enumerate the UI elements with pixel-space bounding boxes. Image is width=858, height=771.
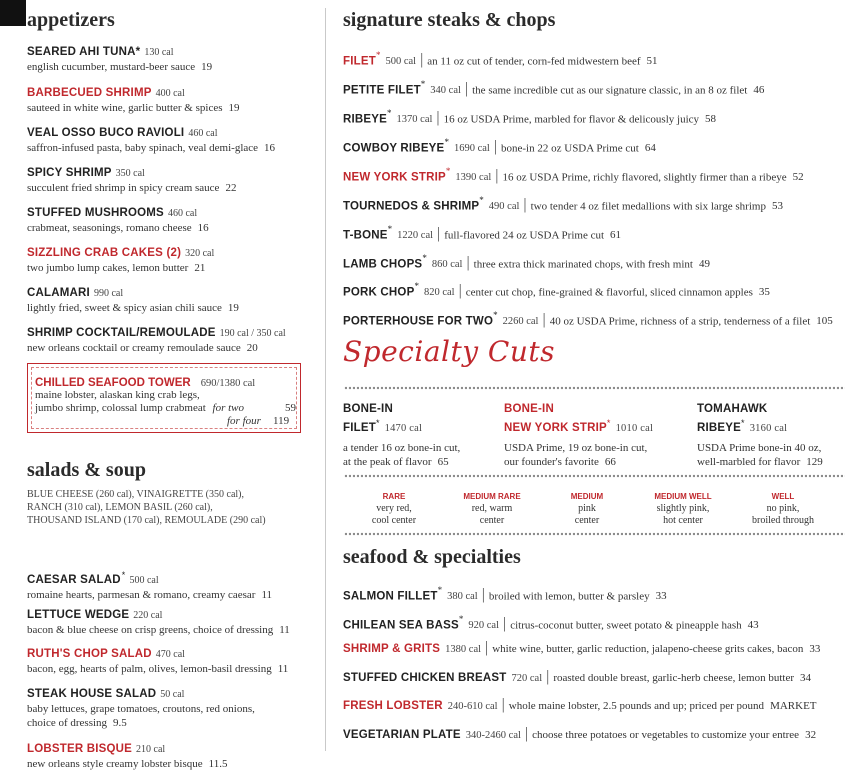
steak-cal: 820 cal xyxy=(423,287,455,299)
appetizer-desc-text: new orleans cocktail or creamy remoulade sauce xyxy=(27,342,241,354)
steak-separator: | xyxy=(458,282,462,300)
steak-desc: center cut chop, fine-grained & flavorful, sliced cinnamon apples xyxy=(465,286,753,299)
dressing-line3: THOUSAND ISLAND (170 cal), REMOULADE (290 cal) xyxy=(27,515,266,526)
appetizer-price: 20 xyxy=(246,342,258,354)
seafood-name: STUFFED CHICKEN BREAST xyxy=(343,672,507,684)
cut-price: 66 xyxy=(604,455,616,468)
appetizer-price: 16 xyxy=(197,222,209,234)
steak-cal: 500 cal xyxy=(385,56,417,68)
steak-name: T-BONE xyxy=(343,229,388,242)
steak-separator: | xyxy=(495,167,499,185)
salads-section xyxy=(27,458,307,770)
steak-desc: three extra thick marinated chops, with fresh mint xyxy=(473,258,693,271)
seafood-cal: 720 cal xyxy=(511,673,543,684)
steak-cal: 1690 cal xyxy=(453,143,490,155)
steak-item xyxy=(343,48,658,69)
salad-price: 11 xyxy=(277,663,289,675)
salad-price: 11.5 xyxy=(208,758,228,770)
appetizer-cal: 990 cal xyxy=(93,288,124,299)
specialty-top-border xyxy=(343,385,845,391)
steak-star: * xyxy=(414,281,419,291)
seafood-name: VEGETARIAN PLATE xyxy=(343,729,461,741)
seafood-cal: 240-610 cal xyxy=(447,701,498,712)
steak-star: * xyxy=(422,253,427,263)
salad-cal: 50 cal xyxy=(160,689,185,700)
salad-item xyxy=(27,687,255,730)
appetizers-title: appetizers xyxy=(27,9,115,31)
seafood-separator: | xyxy=(481,586,485,604)
salad-name-text: CAESAR SALAD xyxy=(27,573,121,586)
temp-desc-line1: slightly pink, xyxy=(656,503,710,514)
salad-price: 9.5 xyxy=(113,717,127,729)
cut-desc-line2 xyxy=(504,455,653,469)
seafood-separator: | xyxy=(546,668,550,685)
salad-name xyxy=(27,687,255,702)
cut-star: * xyxy=(606,418,611,428)
appetizer-desc-text: english cucumber, mustard-beer sauce xyxy=(27,61,196,73)
appetizer-item xyxy=(27,166,236,195)
steak-name: PETITE FILET xyxy=(343,84,421,97)
appetizer-name-text: CALAMARI xyxy=(27,287,90,299)
salad-price: 11 xyxy=(261,588,273,601)
tower-for-two: for two xyxy=(212,402,245,414)
steak-desc: bone-in 22 oz USDA Prime cut xyxy=(501,142,639,155)
tower-name: CHILLED SEAFOOD TOWER xyxy=(35,377,191,389)
steak-separator: | xyxy=(464,80,469,98)
appetizer-desc-text: succulent fried shrimp in spicy cream sauce xyxy=(27,182,220,194)
appetizer-name-text: VEAL OSSO BUCO RAVIOLI xyxy=(27,127,185,139)
steak-cal: 1390 cal xyxy=(455,172,492,184)
seafood-desc: white wine, butter, garlic reduction, jalapeno-cheese grits cakes, bacon xyxy=(492,643,804,655)
appetizer-item xyxy=(27,286,239,315)
steak-price: 64 xyxy=(644,142,656,155)
appetizer-name xyxy=(27,246,214,261)
seafood-price: 32 xyxy=(805,729,817,741)
specialty-cut xyxy=(504,402,653,469)
appetizer-price: 19 xyxy=(227,302,239,314)
seafood-separator: | xyxy=(485,639,489,656)
tower-desc-line2: jumbo shrimp, colossal lump crabmeat xyxy=(35,402,206,414)
salad-desc xyxy=(27,588,272,602)
cut-desc2-text: at the peak of flavor xyxy=(343,455,432,468)
seafood-price: 34 xyxy=(800,672,812,684)
appetizer-cal: 400 cal xyxy=(155,88,185,99)
steak-item xyxy=(343,308,833,329)
steak-separator: | xyxy=(466,254,470,272)
salads-title: salads & soup xyxy=(27,459,146,481)
steak-cal: 340 cal xyxy=(430,85,461,97)
salad-desc-line2 xyxy=(27,716,255,730)
temp-item xyxy=(542,491,632,527)
steak-desc: 40 oz USDA Prime, richness of a strip, tenderness of a filet xyxy=(549,315,811,328)
temp-name: WELL xyxy=(771,492,795,501)
appetizer-price: 19 xyxy=(228,102,240,114)
seafood-name: FRESH LOBSTER xyxy=(343,700,443,712)
seafood-cal: 1380 cal xyxy=(445,644,482,655)
steak-star: * xyxy=(375,50,381,60)
steak-separator: | xyxy=(542,311,546,329)
steak-item xyxy=(343,222,621,243)
appetizer-cal: 460 cal xyxy=(167,208,198,219)
steak-price: 61 xyxy=(610,229,622,242)
seafood-desc: whole maine lobster, 2.5 pounds and up; priced per pound xyxy=(508,700,765,712)
steak-item xyxy=(343,193,783,214)
cut-desc2-text: our founder's favorite xyxy=(504,455,599,468)
appetizer-price: 16 xyxy=(264,142,276,154)
dressing-line1: BLUE CHEESE (260 cal), VINAIGRETTE (350 cal), xyxy=(27,489,244,500)
steak-star: * xyxy=(387,108,392,118)
steak-star: * xyxy=(387,224,393,234)
temp-item xyxy=(738,491,828,527)
temp-desc-line1: pink xyxy=(578,503,596,514)
dressing-list xyxy=(27,488,307,527)
cut-desc-line1: a tender 16 oz bone-in cut, xyxy=(343,441,461,454)
seafood-price: MARKET xyxy=(770,700,817,712)
seafood-name: CHILEAN SEA BASS xyxy=(343,619,459,632)
seafood-cal: 340-2460 cal xyxy=(465,730,521,741)
steak-price: 53 xyxy=(771,200,783,213)
appetizer-name xyxy=(27,286,239,301)
steak-desc: an 11 oz cut of tender, corn-fed midwestern beef xyxy=(427,55,641,68)
temp-desc-line2: center xyxy=(574,515,600,526)
salad-desc-text: bacon, egg, hearts of palm, olives, lemon-basil dressing xyxy=(27,663,272,675)
steak-desc: 16 oz USDA Prime, marbled for flavor & delicously juicy xyxy=(443,113,700,126)
appetizer-desc xyxy=(27,60,212,74)
steak-price: 105 xyxy=(816,315,833,328)
cut-desc-line2 xyxy=(697,455,823,469)
steak-desc: 16 oz USDA Prime, richly flavored, slightly firmer than a ribeye xyxy=(502,171,787,184)
seafood-price: 33 xyxy=(655,590,667,603)
seafood-desc: citrus-coconut butter, sweet potato & pineapple hash xyxy=(510,619,742,632)
salad-name-text: LOBSTER BISQUE xyxy=(27,743,133,755)
steak-separator: | xyxy=(523,196,527,214)
cut-name-text: FILET xyxy=(343,421,376,434)
appetizer-desc xyxy=(27,261,214,275)
appetizer-desc xyxy=(27,101,240,115)
cut-price: 129 xyxy=(806,455,823,468)
column-divider xyxy=(325,8,326,751)
temp-name: MEDIUM WELL xyxy=(654,492,712,501)
tower-desc xyxy=(35,389,296,427)
specialty-cuts-title: Specialty Cuts xyxy=(343,335,556,368)
appetizer-name xyxy=(27,166,236,181)
steak-item xyxy=(343,135,656,156)
tower-desc-line1: maine lobster, alaskan king crab legs, xyxy=(35,389,200,401)
specialty-cut xyxy=(697,402,823,469)
salad-item xyxy=(27,742,227,771)
steak-name: RIBEYE xyxy=(343,113,388,126)
cut-name-line2 xyxy=(343,416,460,436)
seafood-cal: 920 cal xyxy=(468,620,499,632)
steak-cal: 860 cal xyxy=(431,259,463,271)
salad-price: 11 xyxy=(279,624,290,636)
cut-desc-line2 xyxy=(343,455,460,469)
steak-item xyxy=(343,279,770,300)
appetizer-cal: 190 cal / 350 cal xyxy=(219,328,286,339)
cut-price: 65 xyxy=(437,455,449,468)
salad-desc-text: romaine hearts, parmesan & romano, creamy caesar xyxy=(27,588,256,601)
steak-price: 35 xyxy=(758,286,770,299)
appetizer-desc-text: lightly fried, sweet & spicy asian chili sauce xyxy=(27,302,222,314)
salad-desc-text: new orleans style creamy lobster bisque xyxy=(27,758,203,770)
salad-name-text: STEAK HOUSE SALAD xyxy=(27,688,157,700)
cut-star: * xyxy=(741,418,745,428)
steak-star: * xyxy=(493,310,498,320)
appetizer-name xyxy=(27,326,286,341)
seafood-item xyxy=(343,669,811,686)
steak-star: * xyxy=(445,166,451,176)
cut-name-line1: BONE-IN xyxy=(504,403,554,415)
salad-cal: 220 cal xyxy=(133,610,163,621)
temp-desc-line2: broiled through xyxy=(752,515,814,526)
appetizer-item xyxy=(27,206,209,235)
appetizer-item xyxy=(27,326,286,355)
seafood-desc: choose three potatoes or vegetables to customize your entree xyxy=(532,729,800,741)
seafood-separator: | xyxy=(524,725,529,742)
steak-cal: 1220 cal xyxy=(397,230,434,242)
appetizer-item xyxy=(27,45,212,74)
steak-item xyxy=(343,77,764,98)
cut-name-line2 xyxy=(504,416,653,436)
temp-desc-line1: red, warm xyxy=(471,503,513,514)
steak-name: NEW YORK STRIP xyxy=(343,171,446,184)
steaks-title: signature steaks & chops xyxy=(343,9,556,31)
appetizer-desc xyxy=(27,301,239,315)
salad-desc-text: bacon & blue cheese on crisp greens, choice of dressing xyxy=(27,624,274,636)
appetizer-name xyxy=(27,206,209,221)
dressing-line2: RANCH (310 cal), LEMON BASIL (260 cal), xyxy=(27,502,213,513)
temp-desc-line2: cool center xyxy=(371,515,417,526)
temp-name: MEDIUM RARE xyxy=(463,492,521,501)
salad-desc xyxy=(27,662,288,676)
salad-name xyxy=(27,647,288,662)
temp-desc-line2: center xyxy=(479,515,505,526)
steak-item xyxy=(343,251,710,272)
temp-item xyxy=(638,491,728,527)
cut-star: * xyxy=(375,418,380,428)
specialty-mid-border xyxy=(343,473,845,479)
steak-separator: | xyxy=(436,109,440,127)
steak-desc: full-flavored 24 oz USDA Prime cut xyxy=(444,229,605,242)
appetizer-item xyxy=(27,126,275,155)
seafood-star: * xyxy=(437,585,443,595)
tower-cal: 690/1380 cal xyxy=(200,378,256,389)
appetizer-price: 21 xyxy=(194,262,206,274)
salad-cal: 500 cal xyxy=(129,574,159,586)
steak-item xyxy=(343,164,804,185)
appetizer-cal: 320 cal xyxy=(185,248,215,259)
seafood-desc: roasted double breast, garlic-herb cheese, lemon butter xyxy=(553,672,795,684)
steak-price: 51 xyxy=(646,55,658,68)
steak-name: FILET xyxy=(343,55,376,68)
salad-item xyxy=(27,647,288,676)
steak-separator: | xyxy=(437,225,441,243)
tower-desc-line2-row xyxy=(35,402,296,415)
appetizer-name xyxy=(27,86,240,101)
steak-name: PORTERHOUSE FOR TWO xyxy=(343,315,494,328)
appetizer-name-text: SHRIMP COCKTAIL/REMOULADE xyxy=(27,327,216,339)
seafood-price: 33 xyxy=(809,643,821,655)
seafood-name: SALMON FILLET xyxy=(343,590,438,603)
salad-desc xyxy=(27,702,255,716)
seafood-separator: | xyxy=(503,615,507,633)
appetizer-desc-text: crabmeat, seasonings, romano cheese xyxy=(27,222,192,234)
appetizer-desc-text: saffron-infused pasta, baby spinach, veal demi-glace xyxy=(27,142,259,154)
salad-cal: 210 cal xyxy=(136,744,166,755)
appetizer-desc xyxy=(27,221,209,235)
appetizer-desc-text: sauteed in white wine, garlic butter & spices xyxy=(27,102,223,114)
steak-cal: 2260 cal xyxy=(502,316,539,328)
appetizer-name-text: SEARED AHI TUNA* xyxy=(27,46,141,58)
steak-name: PORK CHOP xyxy=(343,286,415,299)
seafood-item xyxy=(343,697,817,714)
salad-star: * xyxy=(121,570,126,580)
temp-desc-line1: very red, xyxy=(376,503,412,514)
steak-name: COWBOY RIBEYE xyxy=(343,142,445,155)
steak-cal: 1370 cal xyxy=(396,114,433,126)
tower-price-two: 59 xyxy=(285,402,296,414)
appetizer-desc xyxy=(27,341,286,355)
steak-separator: | xyxy=(420,51,424,69)
salad-name-text: LETTUCE WEDGE xyxy=(27,609,130,621)
seafood-price: 43 xyxy=(747,619,759,632)
tower-price-four: 119 xyxy=(273,415,290,427)
salad-desc-text: baby lettuces, grape tomatoes, croutons, red onions, xyxy=(27,703,255,715)
specialty-cut xyxy=(343,402,460,469)
seafood-cal: 380 cal xyxy=(447,591,478,603)
cut-name-line1: BONE-IN xyxy=(343,403,393,415)
cut-name-text: RIBEYE xyxy=(697,421,742,434)
salad-name xyxy=(27,568,272,588)
salad-desc2-text: choice of dressing xyxy=(27,717,108,729)
salad-item xyxy=(27,568,272,602)
appetizer-name-text: BARBECUED SHRIMP xyxy=(27,87,152,99)
seafood-star: * xyxy=(458,614,464,624)
steak-separator: | xyxy=(493,138,498,156)
cut-name-text: NEW YORK STRIP xyxy=(504,421,607,434)
appetizer-cal: 350 cal xyxy=(115,168,145,179)
steak-price: 46 xyxy=(753,84,765,97)
cut-cal: 1470 cal xyxy=(384,422,423,434)
salad-name xyxy=(27,742,227,757)
salad-cal: 470 cal xyxy=(155,649,185,660)
appetizer-cal: 460 cal xyxy=(188,128,218,139)
cut-cal: 3160 cal xyxy=(749,422,788,434)
seafood-title: seafood & specialties xyxy=(343,546,521,568)
corner-mark xyxy=(0,0,26,26)
specialty-bottom-border xyxy=(343,531,845,537)
tower-for-four: for four xyxy=(227,415,261,427)
appetizer-name xyxy=(27,126,275,141)
cut-name-line1: TOMAHAWK xyxy=(697,403,768,415)
cut-cal: 1010 cal xyxy=(615,422,654,434)
steak-star: * xyxy=(420,79,426,89)
temp-item xyxy=(447,491,537,527)
steak-star: * xyxy=(444,137,449,147)
steak-star: * xyxy=(479,195,484,205)
seafood-item xyxy=(343,640,820,657)
seafood-item xyxy=(343,612,759,633)
steak-price: 58 xyxy=(705,113,717,126)
seafood-tower-box xyxy=(27,363,301,433)
cut-desc-line1: USDA Prime bone-in 40 oz, xyxy=(697,441,822,454)
seafood-separator: | xyxy=(501,696,505,713)
appetizer-desc xyxy=(27,141,275,155)
salad-name-text: RUTH'S CHOP SALAD xyxy=(27,648,152,660)
appetizer-name-text: STUFFED MUSHROOMS xyxy=(27,207,164,219)
steak-cal: 490 cal xyxy=(488,201,520,213)
steak-desc: the same incredible cut as our signature classic, in an 8 oz filet xyxy=(472,84,748,97)
appetizer-price: 22 xyxy=(225,182,237,194)
seafood-name: SHRIMP & GRITS xyxy=(343,643,441,655)
appetizer-item xyxy=(27,246,214,275)
cut-name-line2 xyxy=(697,416,823,436)
steak-desc: two tender 4 oz filet medallions with six large shrimp xyxy=(530,200,766,213)
temp-desc-line2: hot center xyxy=(663,515,703,526)
temp-item xyxy=(349,491,439,527)
appetizer-name xyxy=(27,45,212,60)
appetizer-name-text: SPICY SHRIMP xyxy=(27,167,112,179)
temp-name: RARE xyxy=(382,492,406,501)
salad-desc xyxy=(27,623,290,637)
steak-price: 52 xyxy=(792,171,804,184)
appetizer-name-text: SIZZLING CRAB CAKES (2) xyxy=(27,247,182,259)
seafood-item xyxy=(343,583,667,604)
appetizer-cal: 130 cal xyxy=(144,47,174,58)
steak-name: TOURNEDOS & SHRIMP xyxy=(343,200,480,213)
temp-name: MEDIUM xyxy=(570,492,604,501)
salad-name xyxy=(27,608,290,623)
seafood-item xyxy=(343,726,816,743)
appetizer-item xyxy=(27,86,240,115)
salad-item xyxy=(27,608,290,637)
appetizer-desc xyxy=(27,181,236,195)
steak-price: 49 xyxy=(698,258,710,271)
steak-name: LAMB CHOPS xyxy=(343,258,423,271)
steak-item xyxy=(343,106,716,127)
temp-desc-line1: no pink, xyxy=(766,503,800,514)
cut-desc-line1: USDA Prime, 19 oz bone-in cut, xyxy=(504,441,648,454)
salad-desc xyxy=(27,757,227,771)
appetizer-price: 19 xyxy=(201,61,213,73)
cut-desc2-text: well-marbled for flavor xyxy=(697,455,801,468)
seafood-desc: broiled with lemon, butter & parsley xyxy=(488,590,650,603)
appetizer-desc-text: two jumbo lump cakes, lemon butter xyxy=(27,262,189,274)
